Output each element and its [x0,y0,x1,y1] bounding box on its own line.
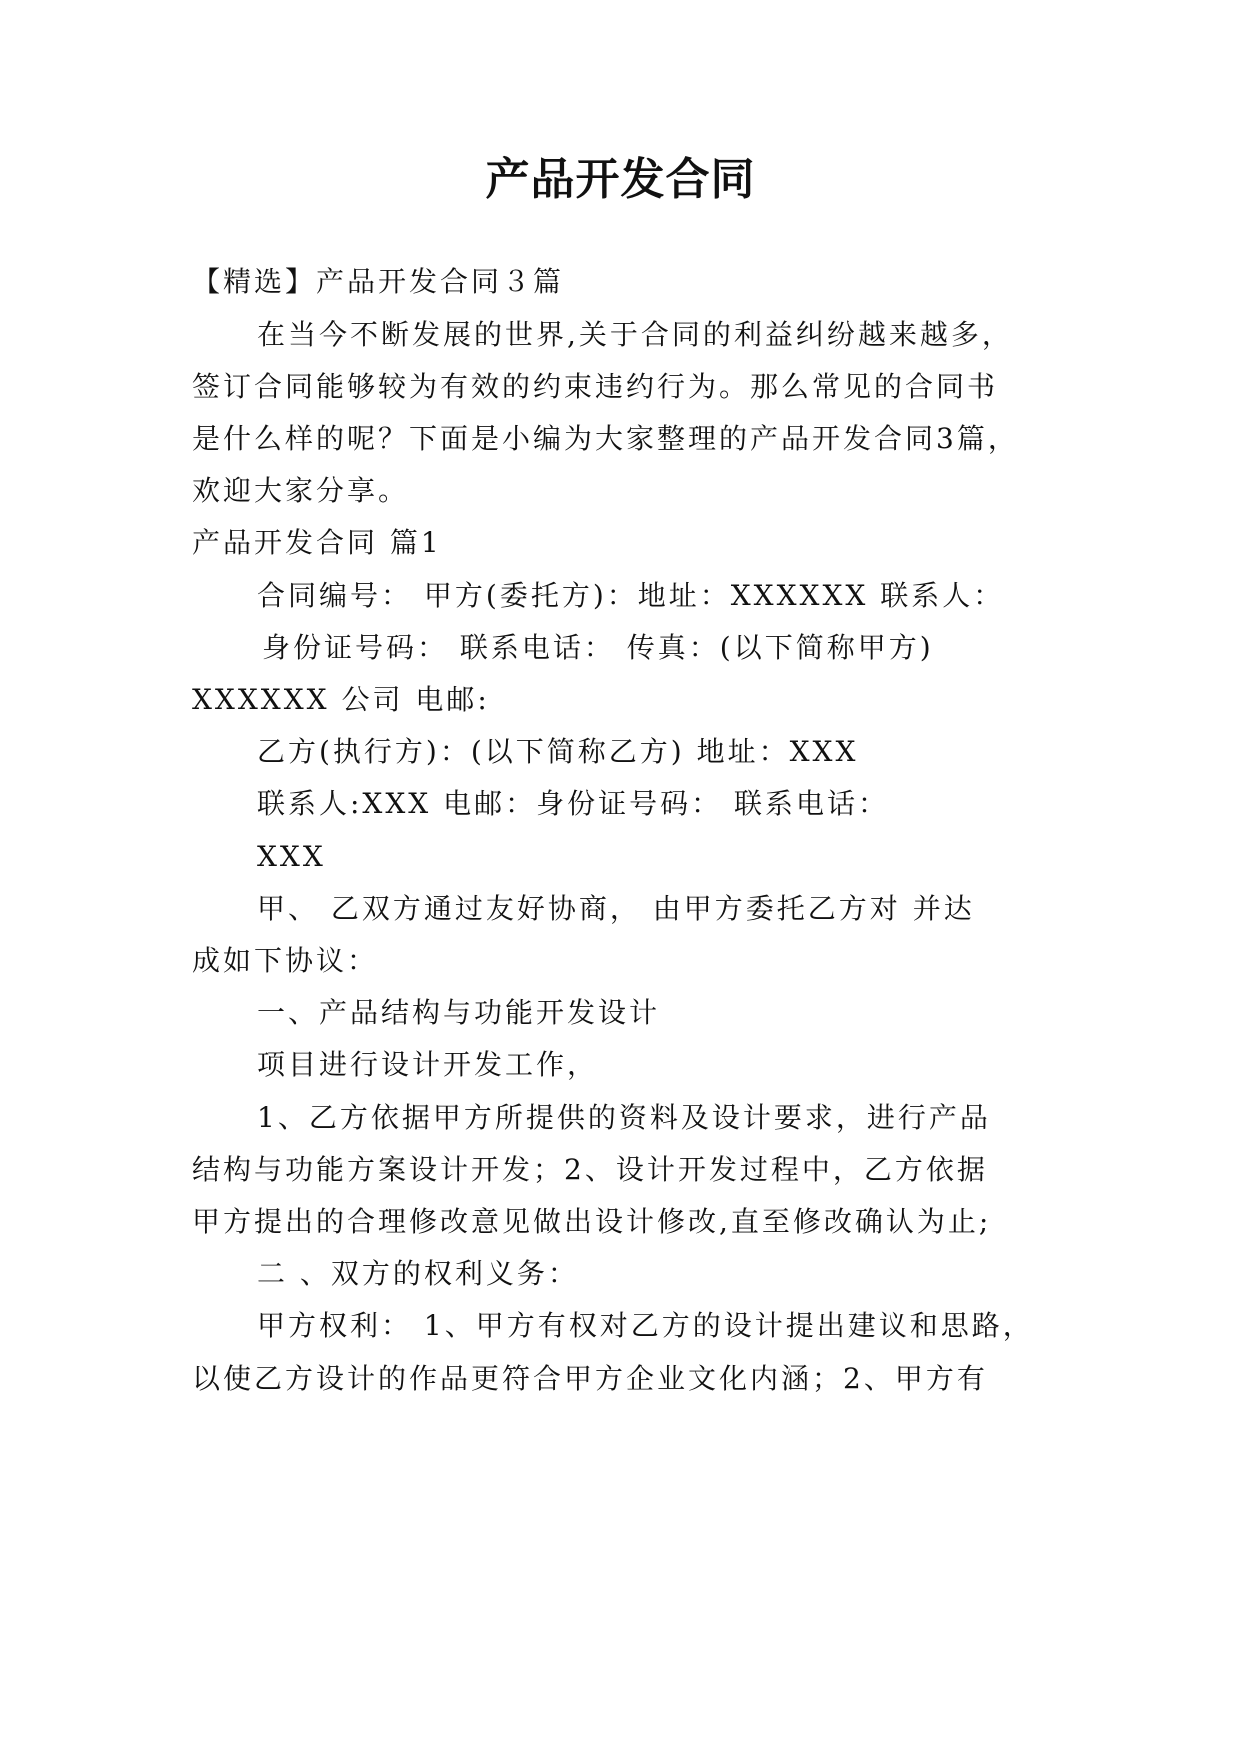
paragraph-line: 欢迎大家分享。 [192,474,410,507]
document-title: 产品开发合同 [485,154,756,205]
paragraph-line: 结构与功能方案设计开发；2、设计开发过程中，乙方依据 [192,1153,988,1186]
paragraph-line: 合同编号： 甲方(委托方)：地址：XXXXXX 联系人： [257,579,1005,612]
paragraph-line: 是什么样的呢？下面是小编为大家整理的产品开发合同3篇， [192,422,1019,455]
paragraph-line: 项目进行设计开发工作， [257,1048,599,1081]
paragraph-line: 甲方提出的合理修改意见做出设计修改,直至修改确认为止; [192,1205,992,1238]
clause-heading: 二 、双方的权利义务： [257,1257,579,1290]
paragraph-line: XXXXXX 公司 电邮: [192,683,490,716]
paragraph-line: 签订合同能够较为有效的约束违约行为。那么常见的合同书 [192,370,999,403]
paragraph-line: 在当今不断发展的世界,关于合同的利益纠纷越来越多， [257,318,1013,351]
paragraph-line: 甲方权利： 1、甲方有权对乙方的设计提出建议和思路， [257,1309,1034,1342]
section-heading: 产品开发合同 篇1 [192,526,442,559]
paragraph-line: XXX [257,840,326,873]
paragraph-line: 身份证号码： 联系电话： 传真：(以下简称甲方) [262,631,934,664]
paragraph-line: 成如下协议： [192,944,379,977]
paragraph-line: 1、乙方依据甲方所提供的资料及设计要求，进行产品 [257,1101,991,1134]
document-subtitle: 【精选】产品开发合同３篇 [192,265,565,298]
paragraph-line: 以使乙方设计的作品更符合甲方企业文化内涵；2、甲方有 [192,1362,988,1395]
paragraph-line: 联系人:XXX 电邮：身份证号码： 联系电话： [257,787,890,820]
clause-heading: 一、产品结构与功能开发设计 [257,996,661,1029]
paragraph-line: 甲、 乙双方通过友好协商， 由甲方委托乙方对 并达 [257,892,975,925]
paragraph-line: 乙方(执行方)：(以下简称乙方) 地址：XXX [257,735,859,768]
